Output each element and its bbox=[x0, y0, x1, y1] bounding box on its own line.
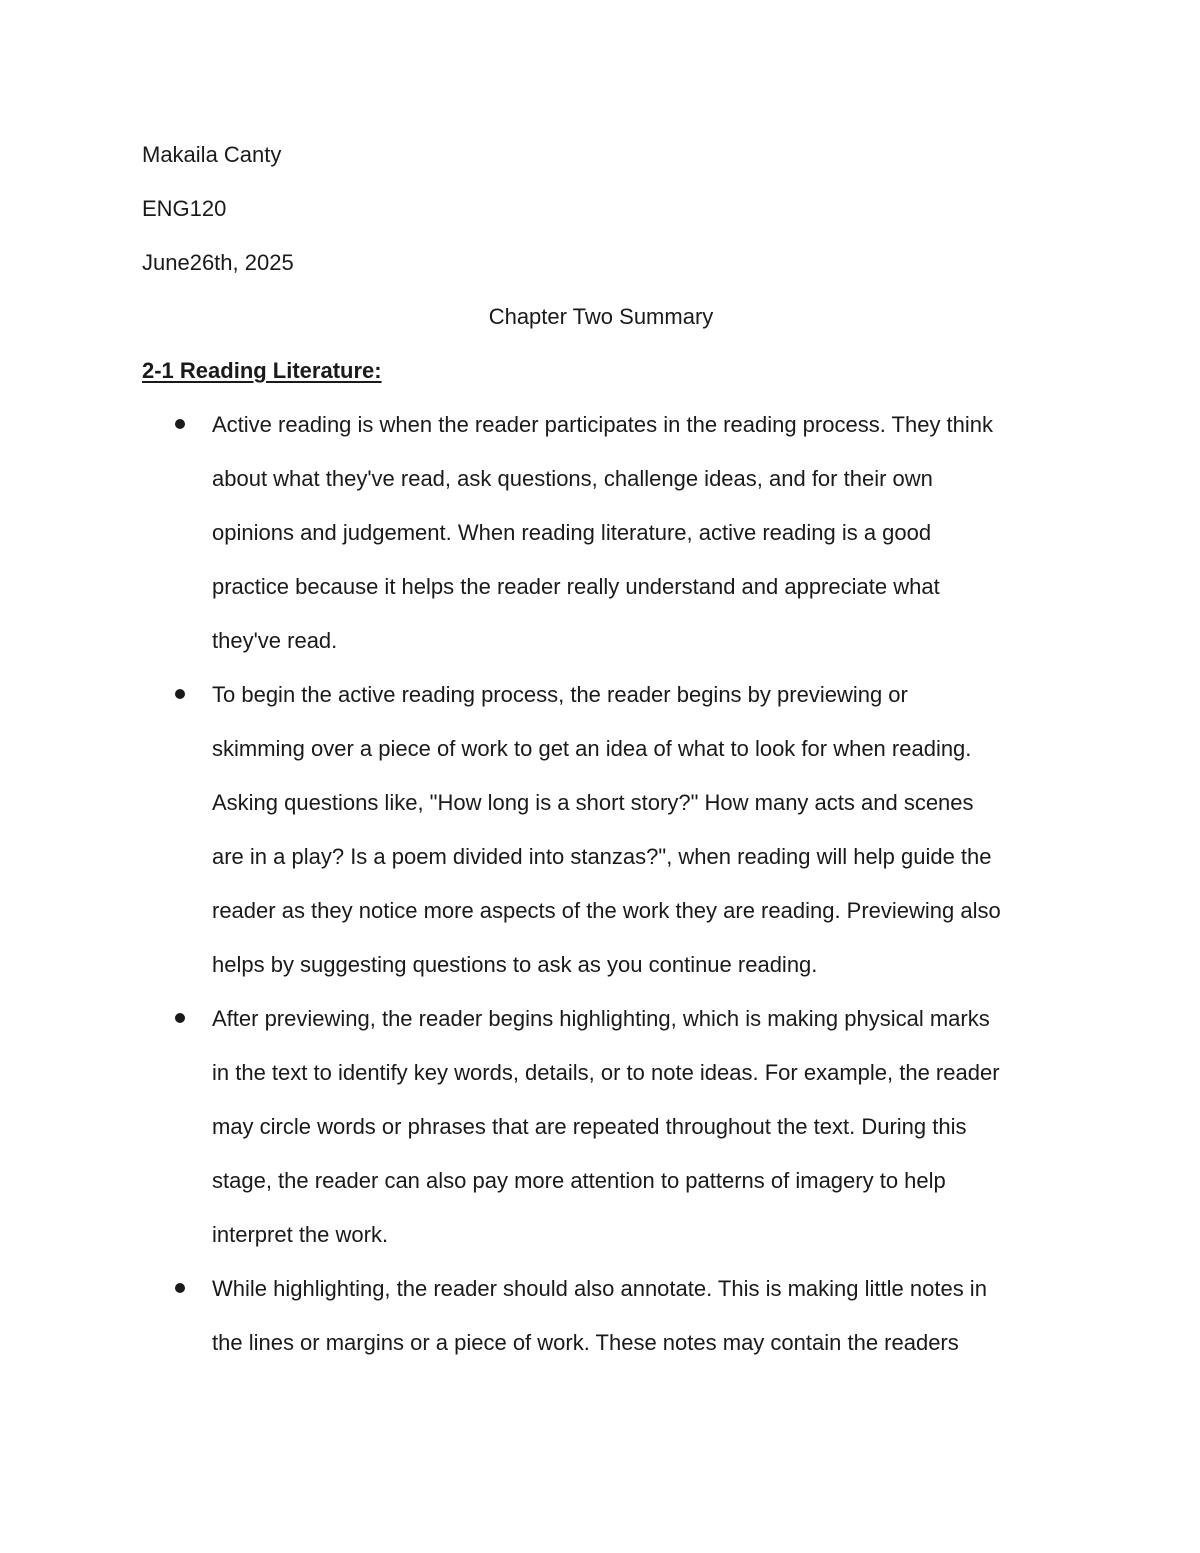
text-line: skimming over a piece of work to get an idea of what to look for when reading. bbox=[212, 736, 972, 761]
document-date: June26th, 2025 bbox=[142, 250, 294, 275]
document-body bbox=[142, 128, 1062, 1370]
text-line: After previewing, the reader begins highlighting, which is making physical marks bbox=[212, 1006, 990, 1031]
bullet-item bbox=[142, 668, 1058, 992]
text-line: the lines or margins or a piece of work. These notes may contain the readers bbox=[212, 1330, 959, 1355]
text-line: are in a play? Is a poem divided into stanzas?", when reading will help guide the bbox=[212, 844, 992, 869]
text-line: opinions and judgement. When reading literature, active reading is a good bbox=[212, 520, 932, 545]
bullet-text bbox=[212, 1262, 1058, 1370]
course-code: ENG120 bbox=[142, 196, 227, 221]
bullet-icon bbox=[175, 1013, 185, 1023]
bullet-icon bbox=[175, 689, 185, 699]
bullet-text bbox=[212, 992, 1058, 1262]
bullet-icon bbox=[175, 1283, 185, 1293]
text-line: may circle words or phrases that are repeated throughout the text. During this bbox=[212, 1114, 967, 1139]
bullet-item bbox=[142, 992, 1058, 1262]
text-line: Active reading is when the reader participates in the reading process. They think bbox=[212, 412, 994, 437]
section-heading: 2-1 Reading Literature: bbox=[142, 358, 382, 383]
author-name: Makaila Canty bbox=[142, 142, 282, 167]
bullet-text bbox=[212, 668, 1058, 992]
text-line: interpret the work. bbox=[212, 1222, 389, 1247]
text-line: about what they've read, ask questions, challenge ideas, and for their own bbox=[212, 466, 933, 491]
text-line: Asking questions like, "How long is a short story?" How many acts and scenes bbox=[212, 790, 974, 815]
text-line: they've read. bbox=[212, 628, 338, 653]
text-line: stage, the reader can also pay more attention to patterns of imagery to help bbox=[212, 1168, 946, 1193]
text-line: in the text to identify key words, details, or to note ideas. For example, the reader bbox=[212, 1060, 1000, 1085]
bullet-text bbox=[212, 398, 1058, 668]
document-title: Chapter Two Summary bbox=[488, 304, 714, 329]
text-line: helps by suggesting questions to ask as you continue reading. bbox=[212, 952, 818, 977]
bullet-item bbox=[142, 398, 1058, 668]
bullet-item bbox=[142, 1262, 1058, 1370]
text-line: practice because it helps the reader really understand and appreciate what bbox=[212, 574, 940, 599]
bullet-icon bbox=[175, 419, 185, 429]
text-line: While highlighting, the reader should also annotate. This is making little notes in bbox=[212, 1276, 987, 1301]
bullet-list bbox=[142, 398, 1062, 1370]
text-line: To begin the active reading process, the reader begins by previewing or bbox=[212, 682, 908, 707]
text-line: reader as they notice more aspects of the work they are reading. Previewing also bbox=[212, 898, 1001, 923]
